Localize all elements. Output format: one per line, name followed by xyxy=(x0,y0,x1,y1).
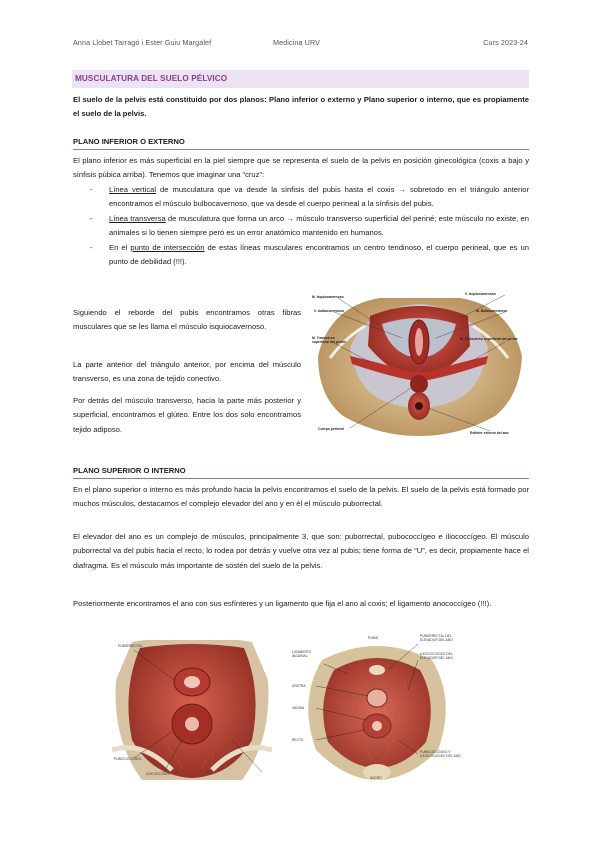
fig2-label-puborrectal: PUBORRECTAL xyxy=(118,644,143,648)
page-title: MUSCULATURA DEL SUELO PÉLVICO xyxy=(75,74,228,83)
fig1-label-isquiocavernoso-left: M. Isquiocavernoso xyxy=(312,295,344,299)
fig3-label-vagina: VAGINA xyxy=(292,706,305,710)
fig3-label-pubis: PUBIS xyxy=(368,636,378,640)
list-item: - Línea vertical de musculatura que va desde la sínfisis del pubis hasta el coxis → sobretodo en el triángulo anterior encontramos el músculo bulbocavernoso, que va desde el cuerpo perineal a la sínfisis del pubis. xyxy=(90,185,529,209)
section1-paragraph3: La parte anterior del triángulo anterior, por encima del músculo transverso, es una zona de tejido conectivo. xyxy=(73,360,301,384)
fig1-label-bulbocavernoso-left: V. bulbocavernoso xyxy=(314,309,345,313)
bullet-text: de estas líneas musculares encontramos un centro tendinoso, el cuerpo perineal, que es un punto de debilidad (!!!). xyxy=(109,242,529,267)
fig2-label-iliococcigeo: ILIOCOCCÍGEO xyxy=(146,772,171,776)
fig3-label-recto: RECTO xyxy=(292,738,304,742)
bullet-text: de musculatura que va desde la sínfisis del pubis hasta el coxis → sobretodo en el triángulo anterior encontramos el músculo bulbocavernoso, que va desde el cuerpo perineal a la sínfisis del pubis. xyxy=(109,185,529,209)
fig1-label-esfinter: Esfínter externo del ano xyxy=(470,431,509,435)
section2-paragraph1: En el plano superior o interno es más profundo hacia la pelvis encontramos el suelo de la pelvis. El suelo de la pelvis está formado por muchos músculos, destacamos el complejo elevador del ano y en él el músculo puborrectal. xyxy=(73,485,529,509)
section2-paragraph2: El elevador del ano es un complejo de músculos, principalmente 3, que son: puborrectal, pubococcígeo e iliococcígeo. El músculo puborrectal va del pubis hacia el recto, lo rodea por detrás y vuelve otra vez al pubis; tiene forma de “U”, es decir, propiamente hace el diafragma. Es el músculo más importante de sostén del suelo de la pelvis. xyxy=(73,532,529,570)
fig3-label-ligamento: LIGAMENTO INGUINAL xyxy=(292,650,312,658)
section1-paragraph1: El plano inferior es más superficial en la piel siempre que se representa el suelo de la pelvis en posición ginecológica (coxis a bajo y sínfisis púbica arriba). Tenemos que imaginar una “cruz”: xyxy=(73,156,529,180)
section2-paragraph3: Posteriormente encontramos el ano con sus esfínteres y un ligamento que fija el ano al coxis; el ligamento anococcígeo (!!!). xyxy=(73,599,492,608)
fig1-label-bulbocavernoso-right: M. Bulbocavernoso xyxy=(476,309,508,313)
title-bar xyxy=(72,70,529,88)
fig2-label-pubococcigeo: PUBOCOCCÍGEO xyxy=(114,757,142,761)
bullet-lead: Línea transversa xyxy=(109,213,166,223)
section1-bullet-list xyxy=(73,183,529,269)
pelvic-floor-superior-illustration xyxy=(288,630,466,782)
section-heading-inferior: PLANO INFERIOR O EXTERNO xyxy=(73,137,529,150)
header-subject: Medicina URV xyxy=(273,38,321,47)
fig1-label-isquiocavernoso-right: V. Isquiocavernoso xyxy=(465,292,496,296)
section1-paragraph2: Siguiendo el reborde del pubis encontramos otras fibras musculares que se les llama el músculo isquiocavernoso. xyxy=(73,308,301,332)
list-item: - Línea transversa de musculatura que forma un arco → músculo transverso superficial del periné; este músculo no existe, en animales si lo tienen siempre peró es un error anatómico mantenido en humanos. xyxy=(90,213,529,238)
header-course: Curs 2023-24 xyxy=(483,38,528,47)
fig1-label-cuerpo-perineal: Cuerpo perineal xyxy=(318,427,344,431)
bullet-pre: En el xyxy=(109,242,131,252)
fig3-label-pubococcigeo: PUBOCOCCÍGEO Y ILEOCOCCÍGEO DEL ANO xyxy=(420,750,461,758)
intro-paragraph: El suelo de la pelvis está constituido por dos planos: Plano inferior o externo y Plano superior o interno, que es propiamente el suelo de la pelvis. xyxy=(73,95,529,119)
fig1-label-transverso-left: M. Transverso superficial del periné xyxy=(312,336,346,344)
section-heading-superior: PLANO SUPERIOR O INTERNO xyxy=(73,466,529,479)
bullet-lead: punto de intersección xyxy=(130,242,205,252)
bullet-text: de musculatura que forma un arco → músculo transverso superficial del periné; este músculo no existe, en animales si lo tienen siempre peró es un error anatómico mantenido en humanos. xyxy=(109,213,529,238)
bullet-lead: Línea vertical xyxy=(109,185,157,194)
fig1-label-transverso-right: M. Transverso superficial del periné xyxy=(460,337,518,341)
fig3-label-puborrectal: PUBORRECTAL DEL ELEVADOR DEL ANO xyxy=(420,634,453,642)
list-item: - En el punto de intersección de estas líneas musculares encontramos un centro tendinoso, el cuerpo perineal, que es un punto de debilidad (!!!). xyxy=(90,242,529,267)
fig3-label-uretra: URETRA xyxy=(292,684,306,688)
fig3-label-sacro: SACRO xyxy=(370,776,382,780)
perineum-illustration xyxy=(310,286,528,438)
levator-ani-illustration xyxy=(112,640,272,782)
fig3-label-ileococcigeo: ILEOCOCCÍGEO DEL ELEVADOR DEL ANO xyxy=(420,652,453,660)
section1-paragraph4: Por detrás del músculo transverso, hacia la parte más posterior y superficial, encontramos el glúteo. Entre los dos solo encontramos tejido adiposo. xyxy=(73,396,301,434)
header-author: Anna Llobet Tarragó i Ester Guiu Margalef xyxy=(73,38,212,47)
